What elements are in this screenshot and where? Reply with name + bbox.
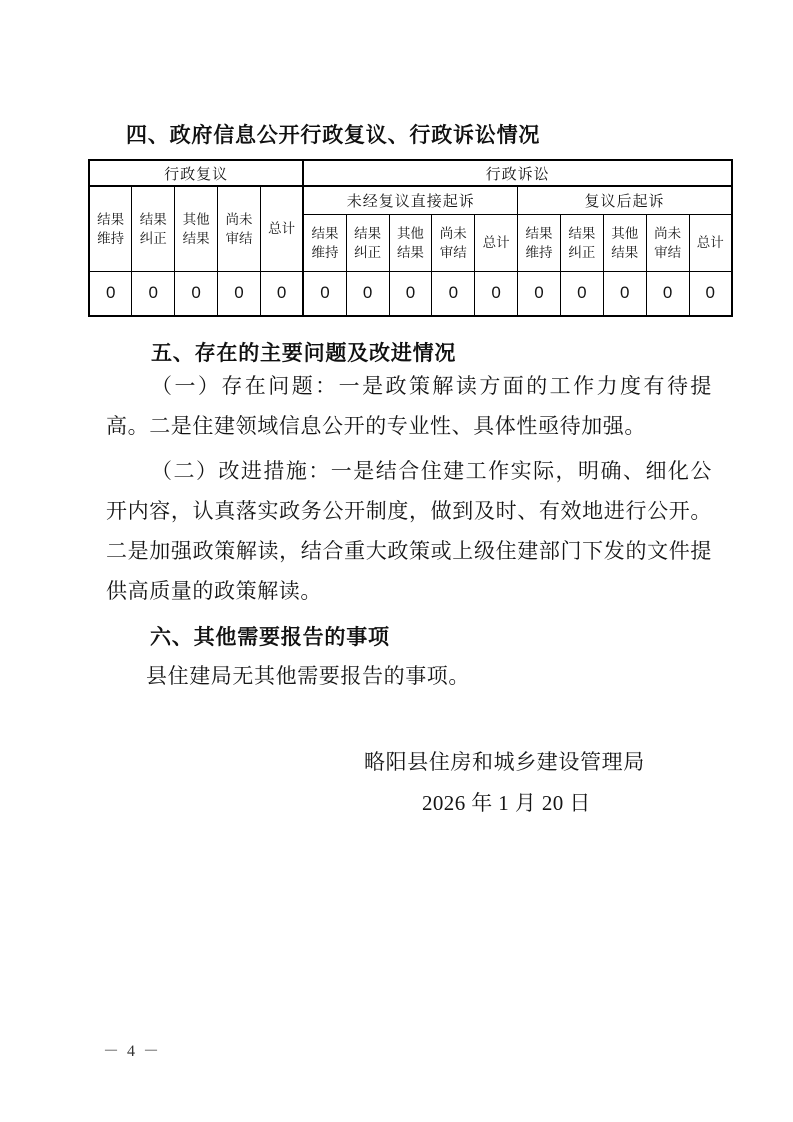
value-cell: 0 (303, 271, 346, 316)
subgroup-header-suit-after-reconsideration: 复议后起诉 (518, 186, 732, 214)
col-header-other-result: 其他结果 (389, 214, 432, 271)
col-header-other-result: 其他结果 (175, 186, 218, 271)
value-cell: 0 (518, 271, 561, 316)
value-cell: 0 (689, 271, 732, 316)
paragraph-problems: （一）存在问题：一是政策解读方面的工作力度有待提高。二是住建领域信息公开的专业性、具体性亟待加强。 (106, 374, 712, 438)
value-cell: 0 (560, 271, 603, 316)
value-cell: 0 (175, 271, 218, 316)
col-header-pending: 尚未审结 (646, 214, 689, 271)
group-header-reconsideration: 行政复议 (89, 160, 303, 186)
value-cell: 0 (89, 271, 132, 316)
value-cell: 0 (603, 271, 646, 316)
col-header-result-upheld: 结果维持 (89, 186, 132, 271)
col-header-other-result: 其他结果 (603, 214, 646, 271)
paragraph-improvements: （二）改进措施：一是结合住建工作实际，明确、细化公开内容，认真落实政务公开制度，做到及时、有效地进行公开。二是加强政策解读，结合重大政策或上级住建部门下发的文件提供高质量的政策解读。 (106, 459, 712, 603)
section-five-heading: 五、存在的主要问题及改进情况 (151, 342, 457, 365)
value-cell: 0 (346, 271, 389, 316)
group-header-litigation: 行政诉讼 (303, 160, 732, 186)
col-header-result-corrected: 结果纠正 (560, 214, 603, 271)
col-header-result-upheld: 结果维持 (518, 214, 561, 271)
col-header-total: 总计 (260, 186, 303, 271)
col-header-total: 总计 (475, 214, 518, 271)
paragraph-other-matters: 县住建局无其他需要报告的事项。 (146, 664, 470, 688)
col-header-total: 总计 (689, 214, 732, 271)
value-cell: 0 (132, 271, 175, 316)
section-six-heading: 六、其他需要报告的事项 (150, 626, 390, 649)
col-header-pending: 尚未审结 (432, 214, 475, 271)
value-cell: 0 (218, 271, 261, 316)
review-litigation-table (88, 159, 733, 317)
signature-date: 2026 年 1 月 20 日 (422, 791, 591, 815)
page-number: － 4 － (103, 1043, 162, 1060)
value-cell: 0 (389, 271, 432, 316)
col-header-result-corrected: 结果纠正 (132, 186, 175, 271)
col-header-result-corrected: 结果纠正 (346, 214, 389, 271)
value-cell: 0 (432, 271, 475, 316)
value-cell: 0 (646, 271, 689, 316)
table-group-header-row (89, 160, 732, 186)
col-header-result-upheld: 结果维持 (303, 214, 346, 271)
signature-organization: 略阳县住房和城乡建设管理局 (364, 750, 645, 774)
value-cell: 0 (475, 271, 518, 316)
value-cell: 0 (260, 271, 303, 316)
subgroup-header-direct-suit: 未经复议直接起诉 (303, 186, 517, 214)
table-value-row (89, 271, 732, 316)
table-subgroup-header-row (89, 186, 732, 214)
section-four-heading: 四、政府信息公开行政复议、行政诉讼情况 (126, 124, 541, 147)
col-header-pending: 尚未审结 (218, 186, 261, 271)
